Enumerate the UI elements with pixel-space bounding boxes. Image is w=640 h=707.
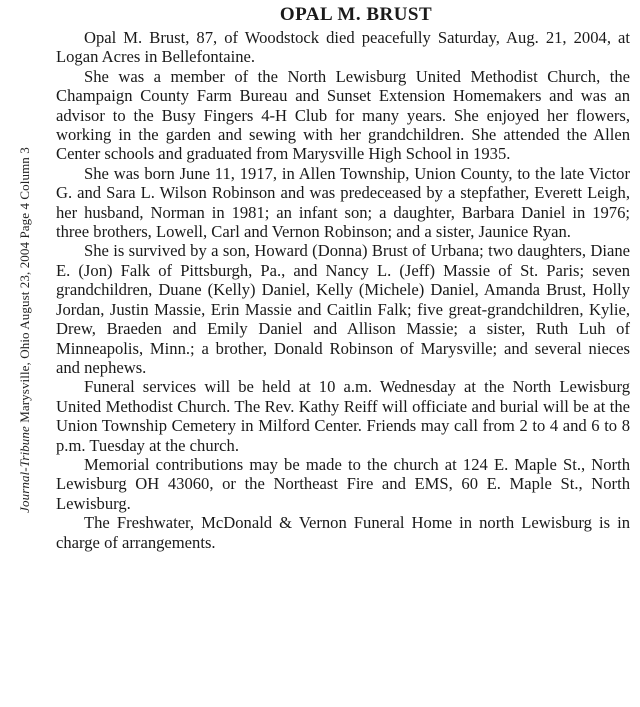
paragraph-survivors: She is survived by a son, Howard (Donna) Brust of Urbana; two daughters, Diane E. (Jon) Falk of Pittsburgh, Pa., and Nancy L. (Jeff) Massie of St. Paris; seven grandchildren, Duane (Kelly) Daniel, Kelly (Michele) Daniel, Amanda Brust, Holly Jordan, Justin Massie, Erin Massie and Caitlin Falk; five great-grandchildren, Kylie, Drew, Braeden and Emily Daniel and Allison Massie; a sister, Ruth Luh of Minneapolis, Minn.; a brother, Donald Robinson of Marysville; and several nieces and nephews. [56, 241, 630, 377]
paragraph-memberships: She was a member of the North Lewisburg United Methodist Church, the Champaign County Farm Bureau and Sunset Extension Homemakers and was an advisor to the Busy Fingers 4-H Club for many years. She enjoyed her flowers, working in the garden and sewing with her grandchildren. She attended the Allen Center schools and graduated from Marysville High School in 1935. [56, 66, 630, 164]
source-caption-text [17, 147, 33, 513]
source-caption [0, 0, 50, 707]
newspaper-name: Journal-Tribune [17, 426, 32, 513]
paragraph-arrangements: The Freshwater, McDonald & Vernon Funeral Home in north Lewisburg is in charge of arrangements. [56, 513, 630, 552]
paragraph-memorial-contributions: Memorial contributions may be made to the church at 124 E. Maple St., North Lewisburg OH 43060, or the Northeast Fire and EMS, 60 E. Maple St., North Lewisburg. [56, 454, 630, 513]
obituary-article [56, 4, 630, 552]
paragraph-death-notice: Opal M. Brust, 87, of Woodstock died peacefully Saturday, Aug. 21, 2004, at Logan Acres in Bellefontaine. [56, 28, 630, 67]
headline: OPAL M. BRUST [279, 4, 433, 25]
publication-details: Marysville, Ohio August 23, 2004 Page 4 Column 3 [17, 147, 32, 423]
paragraph-funeral-services: Funeral services will be held at 10 a.m. Wednesday at the North Lewisburg United Methodist Church. The Rev. Kathy Reiff will officiate and burial will be at the Union Township Cemetery in Milford Center. Friends may call from 2 to 4 and 6 to 8 p.m. Tuesday at the church. [56, 377, 630, 455]
paragraph-birth-family: She was born June 11, 1917, in Allen Township, Union County, to the late Victor G. and Sara L. Wilson Robinson and was predeceased by a stepfather, Everett Leigh, her husband, Norman in 1981; an infant son; a daughter, Barbara Daniel in 1976; three brothers, Lowell, Carl and Vernon Robinson; and a sister, Jaunice Ryan. [56, 163, 630, 242]
